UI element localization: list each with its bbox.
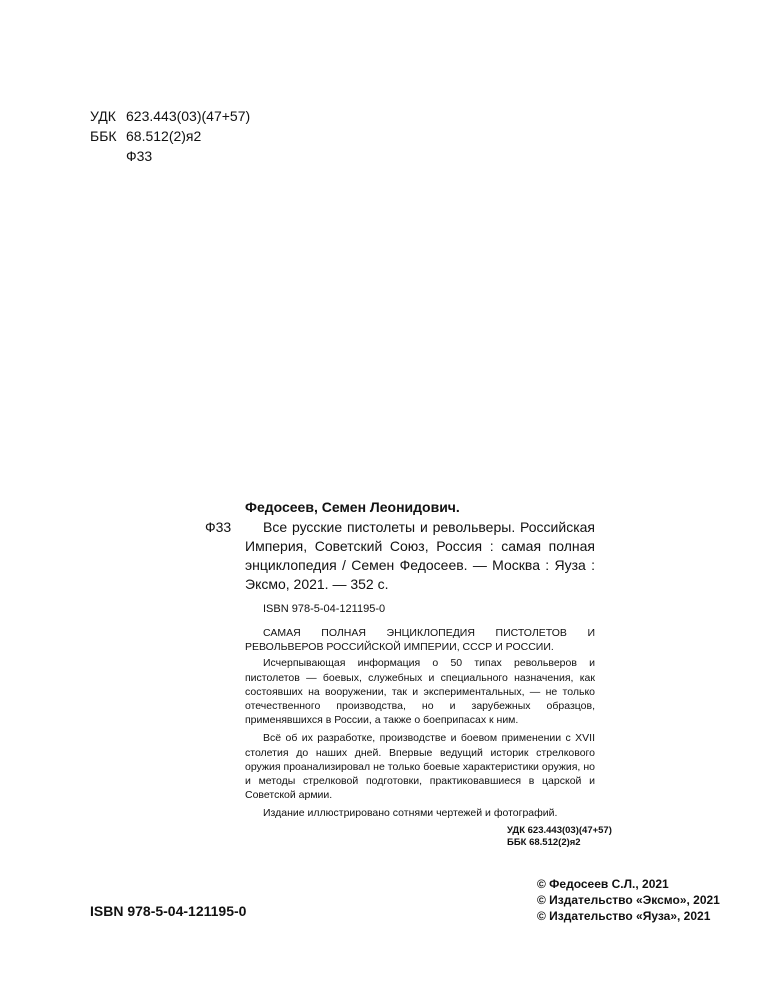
card-author-code: Ф33 — [205, 519, 232, 535]
udk-label: УДК — [90, 108, 116, 124]
udk-row — [90, 106, 250, 126]
card-annotation — [245, 626, 595, 821]
author-code: Ф33 — [126, 148, 153, 164]
catalog-card — [205, 498, 612, 849]
card-isbn: ISBN 978-5-04-121195-0 — [263, 603, 386, 615]
copyright-block — [537, 876, 720, 924]
copyright-line: © Издательство «Яуза», 2021 — [537, 909, 711, 923]
copyright-line: © Федосеев С.Л., 2021 — [537, 877, 669, 891]
bottom-isbn: ISBN 978-5-04-121195-0 — [90, 903, 247, 919]
udk-value: 623.443(03)(47+57) — [126, 108, 251, 124]
classification-block — [90, 106, 250, 166]
annotation-paragraph: Исчерпывающая информация о 50 типах револьверов и пистолетов — боевых, служебных и специального назначения, как состоявших на вооружении, так и экспериментальных, — не только отечественного производства, но и зарубежных образцов, применявшихся в России, а также о боеприпасах к ним. — [245, 657, 595, 727]
bbk-value: 68.512(2)я2 — [126, 128, 202, 144]
annotation-paragraph: Издание иллюстрировано сотнями чертежей и фотографий. — [263, 807, 558, 820]
bbk-label: ББК — [90, 128, 117, 144]
card-small-udk: УДК 623.443(03)(47+57) — [507, 824, 612, 836]
bbk-row — [90, 126, 250, 146]
annotation-paragraph: Всё об их разработке, производстве и боевом применении с XVII столетия до наших дней. Впервые ведущий историк стрелкового оружия проанализировал не только боевые характеристики оружия, но и методы стрелковой подготовки, практиковавшиеся в царской и Советской армии. — [245, 732, 595, 802]
card-description: Все русские пистолеты и револьверы. Российская Империя, Советский Союз, Россия : самая полная энциклопедия / Семен Федосеев. — Москва : Яуза : Эксмо, 2021. — 352 с. — [245, 519, 595, 592]
card-author: Федосеев, Семен Леонидович. — [245, 499, 460, 515]
copyright-line: © Издательство «Эксмо», 2021 — [537, 893, 720, 907]
annotation-heading: САМАЯ ПОЛНАЯ ЭНЦИКЛОПЕДИЯ ПИСТОЛЕТОВ И РЕВОЛЬВЕРОВ РОССИЙСКОЙ ИМПЕРИИ, СССР И РОССИИ. — [245, 627, 595, 654]
card-small-bbk: ББК 68.512(2)я2 — [507, 836, 581, 848]
